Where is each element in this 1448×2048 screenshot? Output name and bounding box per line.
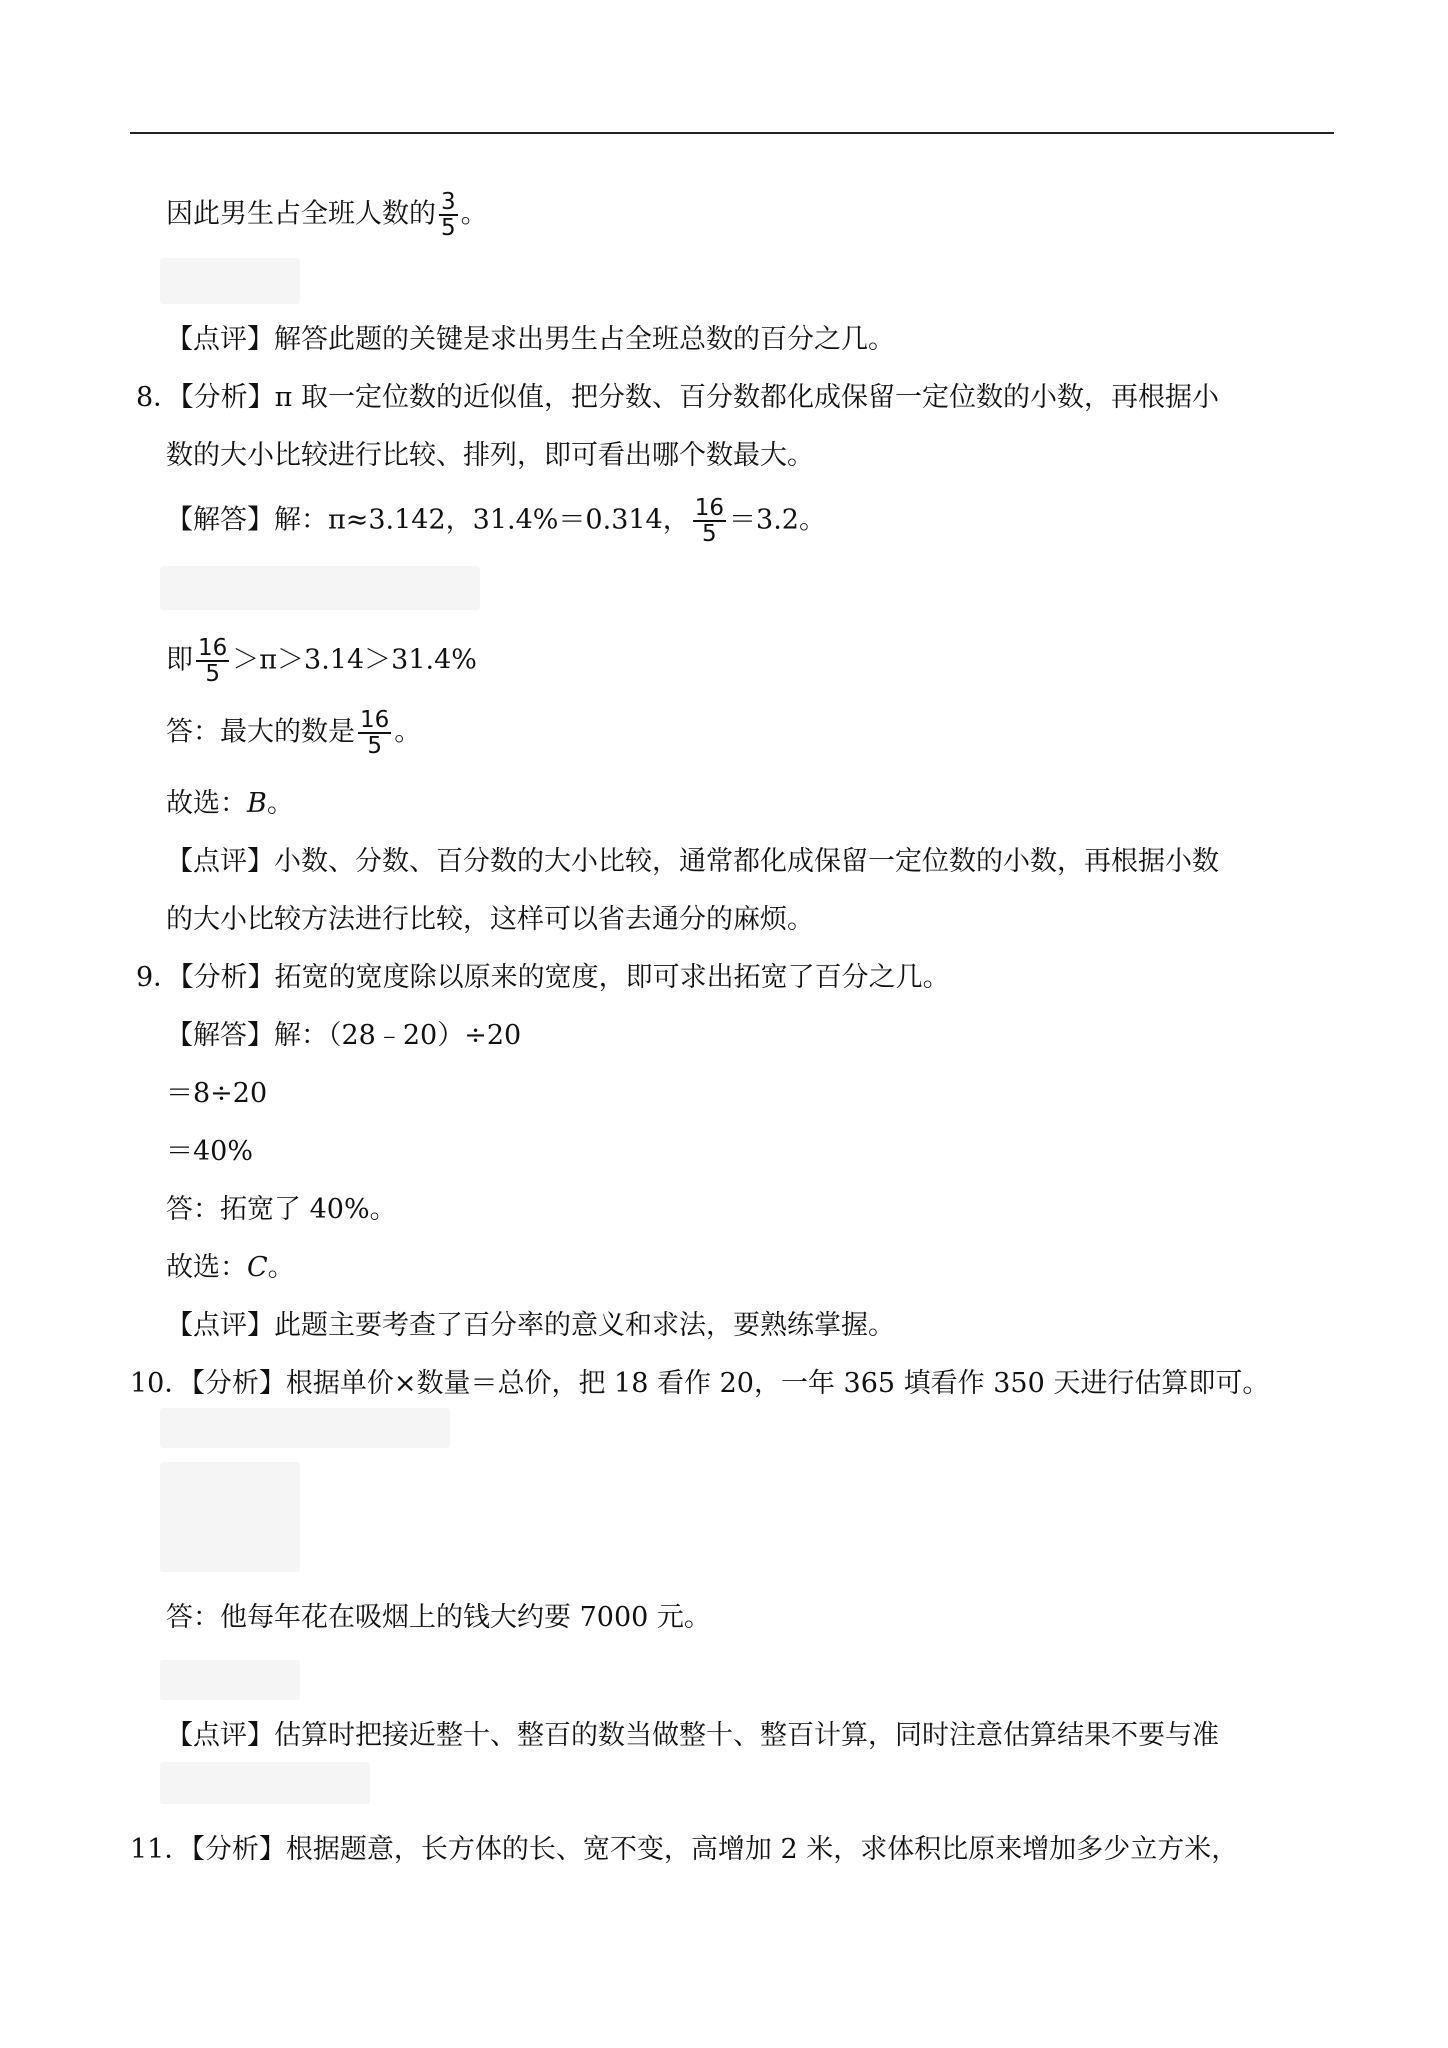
text-line: ＝40% bbox=[166, 1136, 254, 1167]
erased-area bbox=[160, 1462, 300, 1572]
erased-area bbox=[160, 1660, 300, 1700]
text-line: 的大小比较方法进行比较，这样可以省去通分的麻烦。 bbox=[166, 904, 814, 935]
text-line: 因此男生占全班人数的 $\frac{3}{5}$ 。 bbox=[166, 189, 488, 241]
fraction: $\frac{16}{5}$ bbox=[360, 707, 390, 759]
text-line: 【点评】解答此题的关键是求出男生占全班总数的百分之几。 bbox=[166, 324, 895, 355]
text-line: 10．【分析】根据单价×数量＝总价，把 18 看作 20，一年 365 填看作 350 天进行估算即可。 bbox=[130, 1368, 1270, 1399]
fraction: $\frac{16}{5}$ bbox=[198, 635, 228, 687]
text-line: 8．【分析】π 取一定位数的近似值，把分数、百分数都化成保留一定位数的小数，再根据小 bbox=[136, 382, 1220, 413]
erased-area bbox=[160, 258, 300, 304]
text-line: 【解答】解：π≈3.142，31.4%＝0.314， $\frac{16}{5}$ ＝3.2。 bbox=[166, 495, 826, 547]
fraction: $\frac{3}{5}$ bbox=[441, 189, 456, 241]
header-rule bbox=[130, 132, 1334, 134]
text-line: 【点评】小数、分数、百分数的大小比较，通常都化成保留一定位数的小数，再根据小数 bbox=[166, 846, 1219, 877]
text-line: 答：最大的数是 $\frac{16}{5}$ 。 bbox=[166, 707, 422, 759]
text-line: ＝8÷20 bbox=[166, 1078, 268, 1109]
text-line: 答：拓宽了 40%。 bbox=[166, 1194, 397, 1225]
erased-area bbox=[160, 566, 480, 610]
text-line: 故选：B。 bbox=[166, 788, 294, 819]
text-line: 【解答】解：（28﹣20）÷20 bbox=[166, 1020, 522, 1051]
erased-area bbox=[160, 1762, 370, 1804]
text-line: 【点评】估算时把接近整十、整百的数当做整十、整百计算，同时注意估算结果不要与准 bbox=[166, 1720, 1219, 1751]
text-line: 11．【分析】根据题意，长方体的长、宽不变，高增加 2 米，求体积比原来增加多少立方米， bbox=[130, 1834, 1239, 1865]
fraction: $\frac{16}{5}$ bbox=[694, 495, 725, 547]
text-line: 数的大小比较进行比较、排列，即可看出哪个数最大。 bbox=[166, 440, 814, 471]
text-line: 即 $\frac{16}{5}$ ＞π＞3.14＞31.4% bbox=[166, 635, 477, 687]
erased-area bbox=[160, 1408, 450, 1448]
text-line: 答：他每年花在吸烟上的钱大约要 7000 元。 bbox=[166, 1602, 711, 1633]
text-line: 故选：C。 bbox=[166, 1252, 295, 1283]
text-line: 9．【分析】拓宽的宽度除以原来的宽度，即可求出拓宽了百分之几。 bbox=[136, 962, 950, 993]
text-line: 【点评】此题主要考查了百分率的意义和求法，要熟练掌握。 bbox=[166, 1310, 895, 1341]
